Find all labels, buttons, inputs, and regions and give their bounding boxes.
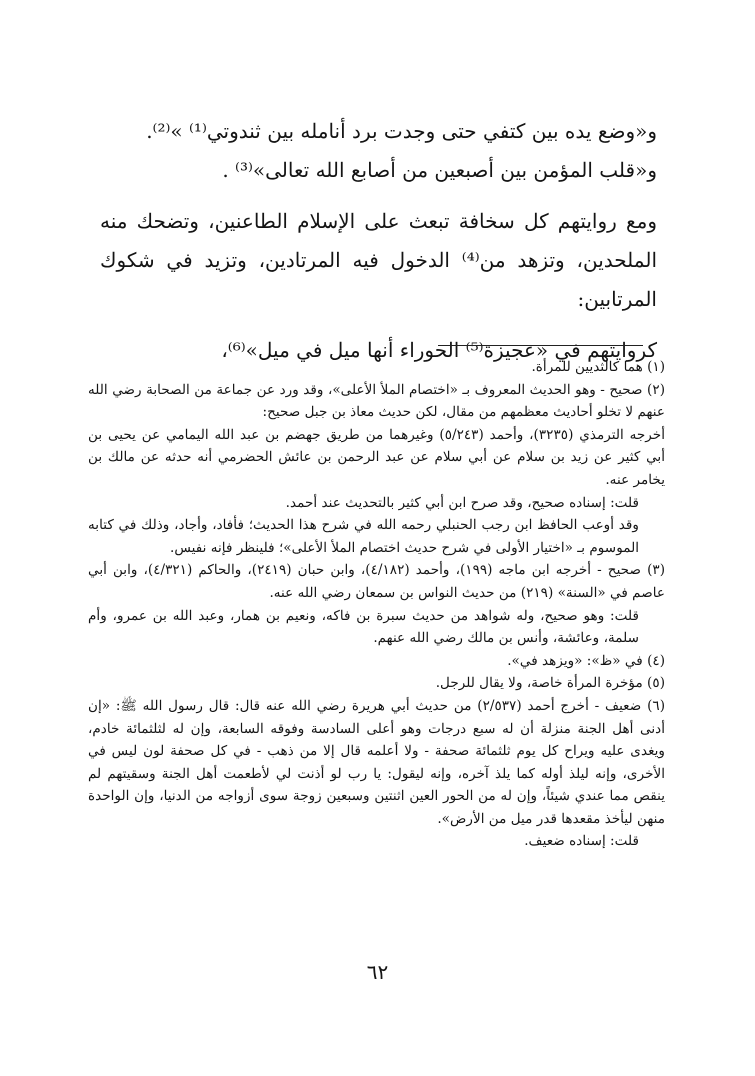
footnote-2-takhrij: أخرجه الترمذي (٣٢٣٥)، وأحمد (٥/٢٤٣) وغيرهما من طريق جهضم بن عبد الله اليمامي عن يحيى بن أبي كثير عن زيد بن سلام عن أبي سلام عن عبد الرحمن بن عائش الحضرمي أنه حدثه عن مالك بن يخامر عنه. <box>88 426 665 488</box>
footnote-5: (٥) مؤخرة المرأة خاصة، ولا يقال للرجل. <box>435 675 665 692</box>
footnote-6: (٦) ضعيف - أخرج أحمد (٢/٥٣٧) من حديث أبي هريرة رضي الله عنه قال: قال رسول الله ﷺ: «إن أدنى أهل الجنة منزلة أن له سبع درجات وهو أعلى السادسة وفوقه السابعة، وإن له لثلثمائة خادم، ويغدى عليه ويراح كل يوم ثلثمائة صحفة - ولا أعلمه قال إلا من ذهب - في كل صحفة لون ليس في الأخرى، وإنه ليلذ أوله كما يلذ آخره، وإنه ليقول: يا رب لو أذنت لي لأطعمت أهل الجنة وسقيتهم لم ينقص مما عندي شيئاً، وإن له من الحور العين اثنتين وسبعين زوجة سوى أزواجه من الدنيا، وإن الواحدة منهن ليأخذ مقعدها قدر ميل من الأرض». <box>88 697 665 827</box>
footnote-divider <box>438 345 643 346</box>
main-line-hadith-2: و«قلب المؤمن بين أصبعين من أصابع الله تعالى»⁽³⁾ . <box>222 158 657 182</box>
main-text <box>100 112 657 370</box>
main-paragraph: ومع روايتهم كل سخافة تبعث على الإسلام الطاعنين، وتضحك منه الملحدين، وتزهد من⁽⁴⁾ الدخول فيه المرتادين، وتزيد في شكوك المرتابين: <box>100 209 657 311</box>
footnote-3-comment: قلت: وهو صحيح، وله شواهد من حديث سبرة بن فاكه، ونعيم بن همار، وعبد الله بن عمرو، وأم سلمة، وعائشة، وأنس بن مالك رضي الله عنهم. <box>88 607 639 647</box>
footnote-4: (٤) في «ظ»: «ويزهد في». <box>507 652 665 669</box>
main-line-hadith-1: و«وضع يده بين كتفي حتى وجدت برد أنامله بين ثندوتي⁽¹⁾ »⁽²⁾. <box>146 119 657 143</box>
footnote-2: (٢) صحيح - وهو الحديث المعروف بـ «اختصام الملأ الأعلى»، وقد ورد عن جماعة من الصحابة رضي الله عنهم لا تخلو أحاديث معظمهم من مقال، لكن حديث معاذ بن جبل صحيح: <box>88 381 665 421</box>
page-number: ٦٢ <box>366 960 389 984</box>
footnote-2-note: وقد أوعب الحافظ ابن رجب الحنبلي رحمه الله في شرح هذا الحديث؛ فأفاد، وأجاد، وذلك في كتابه الموسوم بـ «اختيار الأولى في شرح حديث اختصام الملأ الأعلى»؛ فلينظر فإنه نفيس. <box>88 517 639 556</box>
main-line-hadith-3: كروايتهم في «عجيزة⁽⁵⁾ الحوراء أنها ميل في ميل»⁽⁶⁾، <box>221 338 657 362</box>
footnotes <box>88 356 665 853</box>
footnote-2-comment: قلت: إسناده صحيح، وقد صرح ابن أبي كثير بالتحديث عند أحمد. <box>285 494 639 511</box>
footnote-1: (١) هما كالثديين للمرأة. <box>531 359 665 375</box>
footnote-3: (٣) صحيح - أخرجه ابن ماجه (١٩٩)، وأحمد (٤/١٨٢)، وابن حبان (٢٤١٩)، والحاكم (٤/٣٢١)، وابن أبي عاصم في «السنة» (٢١٩) من حديث النواس بن سمعان رضي الله عنه. <box>88 562 665 601</box>
footnote-6-comment: قلت: إسناده ضعيف. <box>524 833 639 850</box>
